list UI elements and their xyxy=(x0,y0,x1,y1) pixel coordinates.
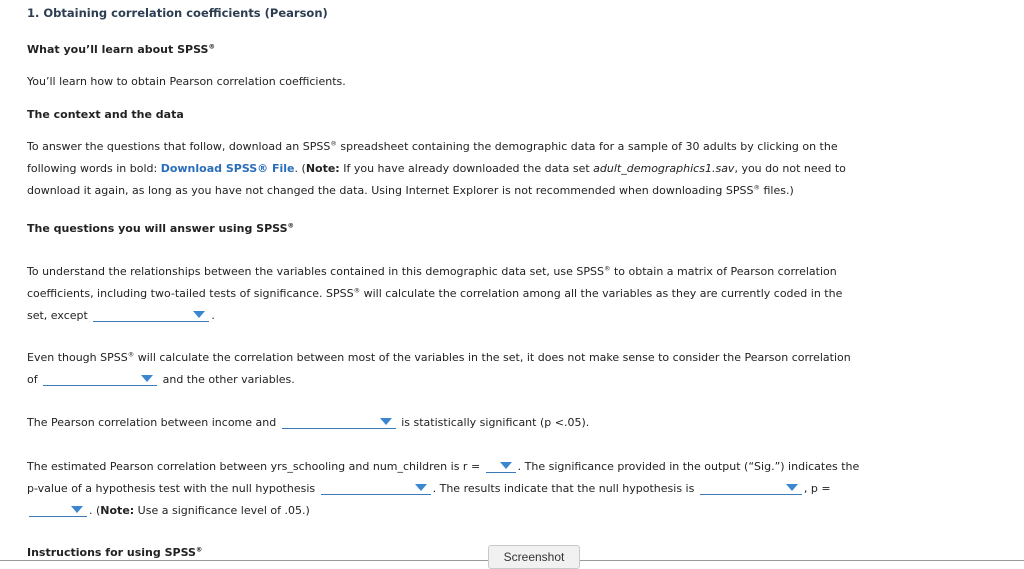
chevron-down-icon xyxy=(500,462,512,469)
income-correlate-dropdown[interactable] xyxy=(282,415,396,429)
question-4: The estimated Pearson correlation between yrs_schooling and num_children is r = . The significance provided in the output (“Sig.”) indicates the p-value of a hypothesis test with the null hypothesis . The results indicate that the null hypothesis is , p = . (Note: Use a significance level of .05.) xyxy=(27,460,860,517)
variable-of-dropdown[interactable] xyxy=(43,372,157,386)
screenshot-button[interactable]: Screenshot xyxy=(488,545,580,569)
chevron-down-icon xyxy=(71,506,83,513)
chevron-down-icon xyxy=(380,418,392,425)
p-value-dropdown[interactable] xyxy=(29,503,87,517)
chevron-down-icon xyxy=(786,484,798,491)
learn-text: You’ll learn how to obtain Pearson correlation coefficients. xyxy=(27,75,346,88)
context-heading: The context and the data xyxy=(27,108,184,121)
question-2: Even though SPSS® will calculate the correlation between most of the variables in the set, it does not make sense to consider the Pearson correlation of and the other variables. xyxy=(27,350,851,386)
download-spss-file-link[interactable]: Download SPSS® File xyxy=(160,162,295,175)
except-variable-dropdown[interactable] xyxy=(93,308,209,322)
chevron-down-icon xyxy=(415,484,427,491)
chevron-down-icon xyxy=(141,375,153,382)
reject-decision-dropdown[interactable] xyxy=(700,481,802,495)
null-hypothesis-dropdown[interactable] xyxy=(321,481,431,495)
instructions-heading: Instructions for using SPSS® xyxy=(27,545,203,559)
chevron-down-icon xyxy=(193,311,205,318)
learn-heading: What you’ll learn about SPSS® xyxy=(27,42,215,56)
r-value-dropdown[interactable] xyxy=(486,459,516,473)
context-paragraph: To answer the questions that follow, download an SPSS® spreadsheet containing the demographic data for a sample of 30 adults by clicking on the following words in bold: Download SPSS® File. (Note: If you have already downloaded the data set adult_demographics1.sav, you do not need to download it again, as long as you have not changed the data. Using Internet Explorer is not recommended when downloading SPSS® files.) xyxy=(27,139,846,197)
question-1: To understand the relationships between the variables contained in this demographic data set, use SPSS® to obtain a matrix of Pearson correlation coefficients, including two-tailed tests of significance. SPSS® will calculate the correlation among all the variables as they are currently coded in the set, except . xyxy=(27,264,843,322)
questions-heading: The questions you will answer using SPSS® xyxy=(27,221,295,235)
page-title: 1. Obtaining correlation coefficients (Pearson) xyxy=(27,6,328,20)
dataset-filename: adult_demographics1.sav xyxy=(593,162,735,175)
question-3: The Pearson correlation between income and is statistically significant (p <.05). xyxy=(27,416,590,429)
